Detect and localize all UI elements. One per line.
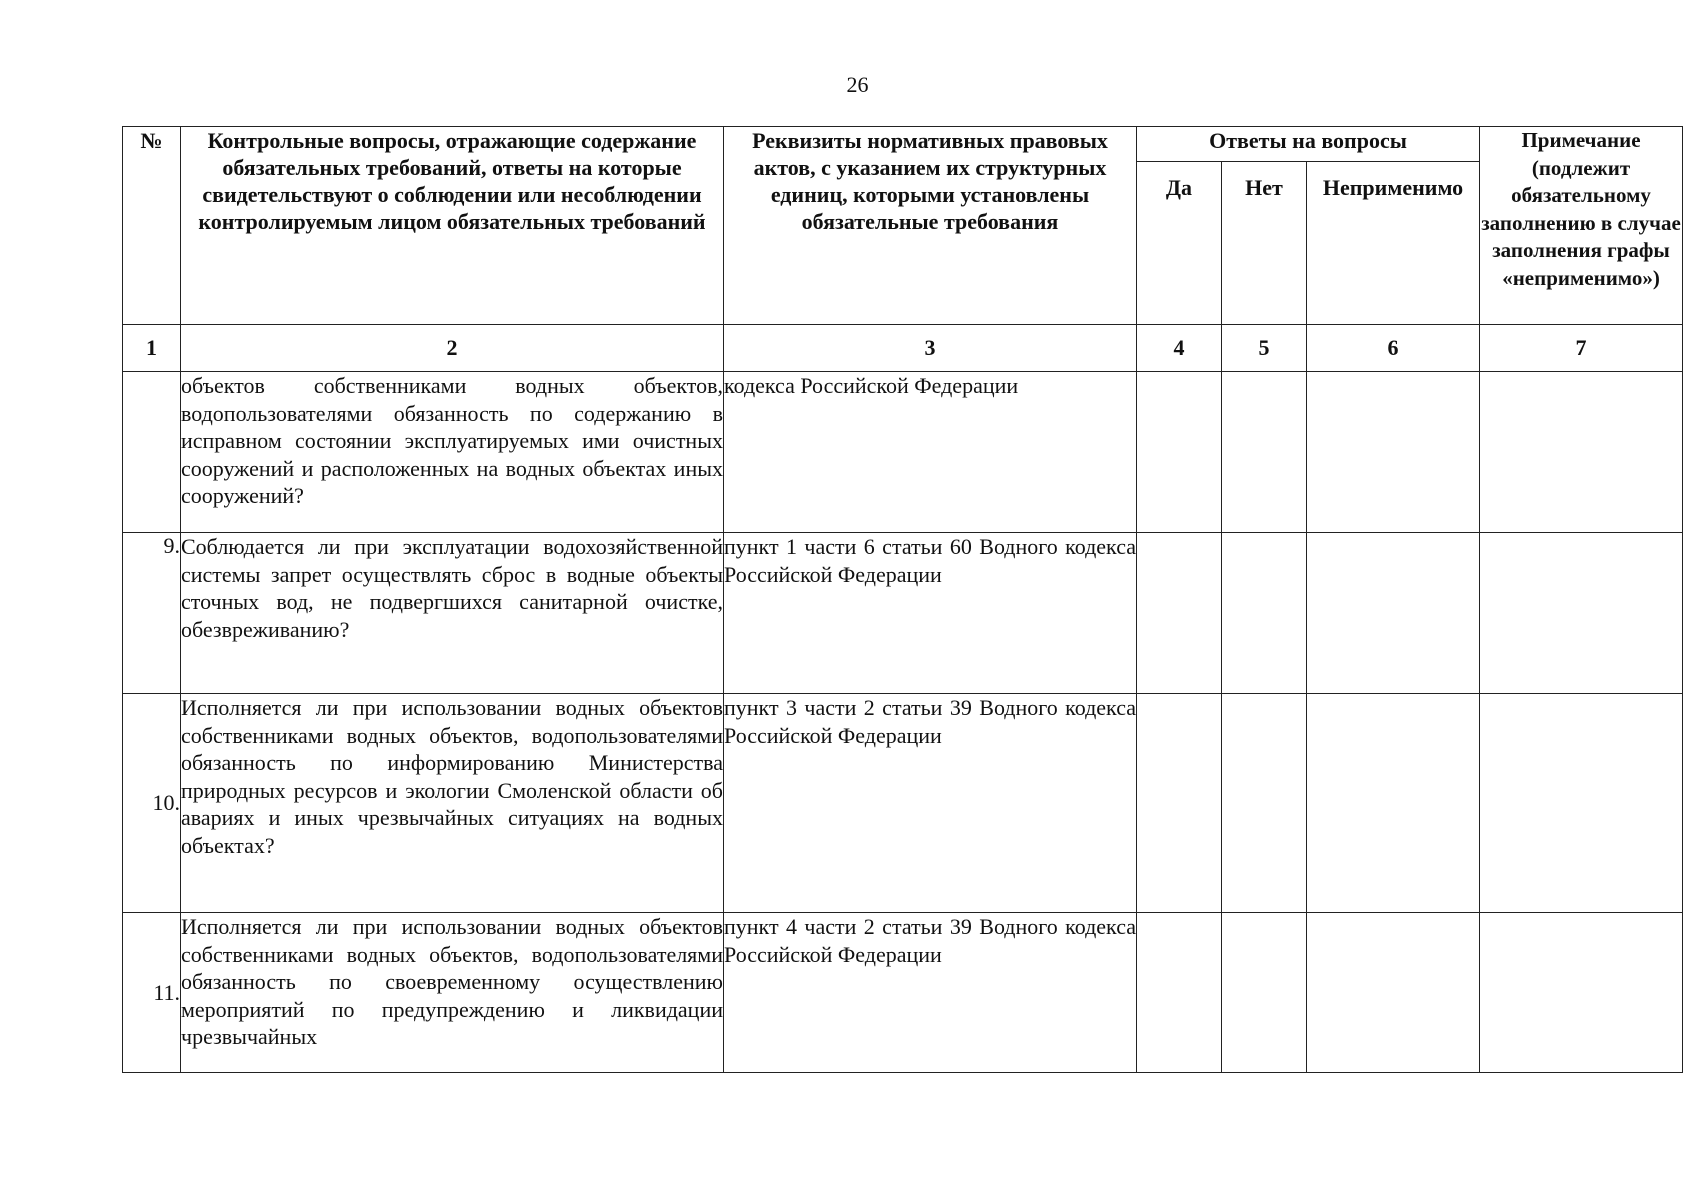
header-questions: Контрольные вопросы, отражающие содержание обязательных требований, ответы на которые свидетельствуют о соблюдении или несоблюдении контролируемым лицом обязательных требований xyxy=(181,127,724,325)
row-number xyxy=(123,372,181,533)
page-number: 26 xyxy=(846,72,869,97)
row-question: Соблюдается ли при эксплуатации водохозяйственной системы запрет осуществлять сброс в водные объекты сточных вод, не подвергшихся санитарной очистке, обезвреживанию? xyxy=(181,533,724,694)
header-note: Примечание (подлежит обязательному заполнению в случае заполнения графы «неприменимо») xyxy=(1480,127,1683,325)
header-requisites: Реквизиты нормативных правовых актов, с указанием их структурных единиц, которыми установлены обязательные требования xyxy=(724,127,1137,325)
answer-yes-cell[interactable] xyxy=(1137,372,1222,533)
row-number: 10. xyxy=(123,694,181,913)
row-number: 11. xyxy=(123,913,181,1073)
column-number: 3 xyxy=(724,325,1137,372)
column-number: 7 xyxy=(1480,325,1683,372)
answer-na-cell[interactable] xyxy=(1307,372,1480,533)
header-yes: Да xyxy=(1137,162,1222,325)
header-not-applicable: Неприменимо xyxy=(1307,162,1480,325)
answer-yes-cell[interactable] xyxy=(1137,533,1222,694)
table-row xyxy=(123,533,1683,694)
row-requisites: кодекса Российской Федерации xyxy=(724,372,1137,533)
column-number: 4 xyxy=(1137,325,1222,372)
note-cell[interactable] xyxy=(1480,533,1683,694)
table-row xyxy=(123,372,1683,533)
note-cell[interactable] xyxy=(1480,372,1683,533)
header-row xyxy=(123,127,1683,162)
note-cell[interactable] xyxy=(1480,913,1683,1073)
column-number-row xyxy=(123,325,1683,372)
note-cell[interactable] xyxy=(1480,694,1683,913)
answer-na-cell[interactable] xyxy=(1307,694,1480,913)
answer-no-cell[interactable] xyxy=(1222,694,1307,913)
table-row xyxy=(123,694,1683,913)
row-question: Исполняется ли при использовании водных объектов собственниками водных объектов, водопользователями обязанность по информированию Министерства природных ресурсов и экологии Смоленской области об авариях и иных чрезвычайных ситуациях на водных объектах? xyxy=(181,694,724,913)
answer-no-cell[interactable] xyxy=(1222,913,1307,1073)
column-number: 6 xyxy=(1307,325,1480,372)
answer-no-cell[interactable] xyxy=(1222,372,1307,533)
row-question: объектов собственниками водных объектов, водопользователями обязанность по содержанию в исправном состоянии эксплуатируемых ими очистных сооружений и расположенных на водных объектах иных сооружений? xyxy=(181,372,724,533)
answer-yes-cell[interactable] xyxy=(1137,913,1222,1073)
row-requisites: пункт 3 части 2 статьи 39 Водного кодекса Российской Федерации xyxy=(724,694,1137,913)
table-row xyxy=(123,913,1683,1073)
answer-na-cell[interactable] xyxy=(1307,533,1480,694)
row-requisites: пункт 4 части 2 статьи 39 Водного кодекса Российской Федерации xyxy=(724,913,1137,1073)
checklist-table xyxy=(122,126,1683,1073)
row-number: 9. xyxy=(123,533,181,694)
header-num: № xyxy=(123,127,181,325)
header-no: Нет xyxy=(1222,162,1307,325)
answer-yes-cell[interactable] xyxy=(1137,694,1222,913)
answer-na-cell[interactable] xyxy=(1307,913,1480,1073)
column-number: 5 xyxy=(1222,325,1307,372)
column-number: 2 xyxy=(181,325,724,372)
row-question: Исполняется ли при использовании водных объектов собственниками водных объектов, водопользователями обязанность по своевременному осуществлению мероприятий по предупреждению и ликвидации чрезвычайных xyxy=(181,913,724,1073)
answer-no-cell[interactable] xyxy=(1222,533,1307,694)
header-answers: Ответы на вопросы xyxy=(1137,127,1480,162)
column-number: 1 xyxy=(123,325,181,372)
row-requisites: пункт 1 части 6 статьи 60 Водного кодекса Российской Федерации xyxy=(724,533,1137,694)
